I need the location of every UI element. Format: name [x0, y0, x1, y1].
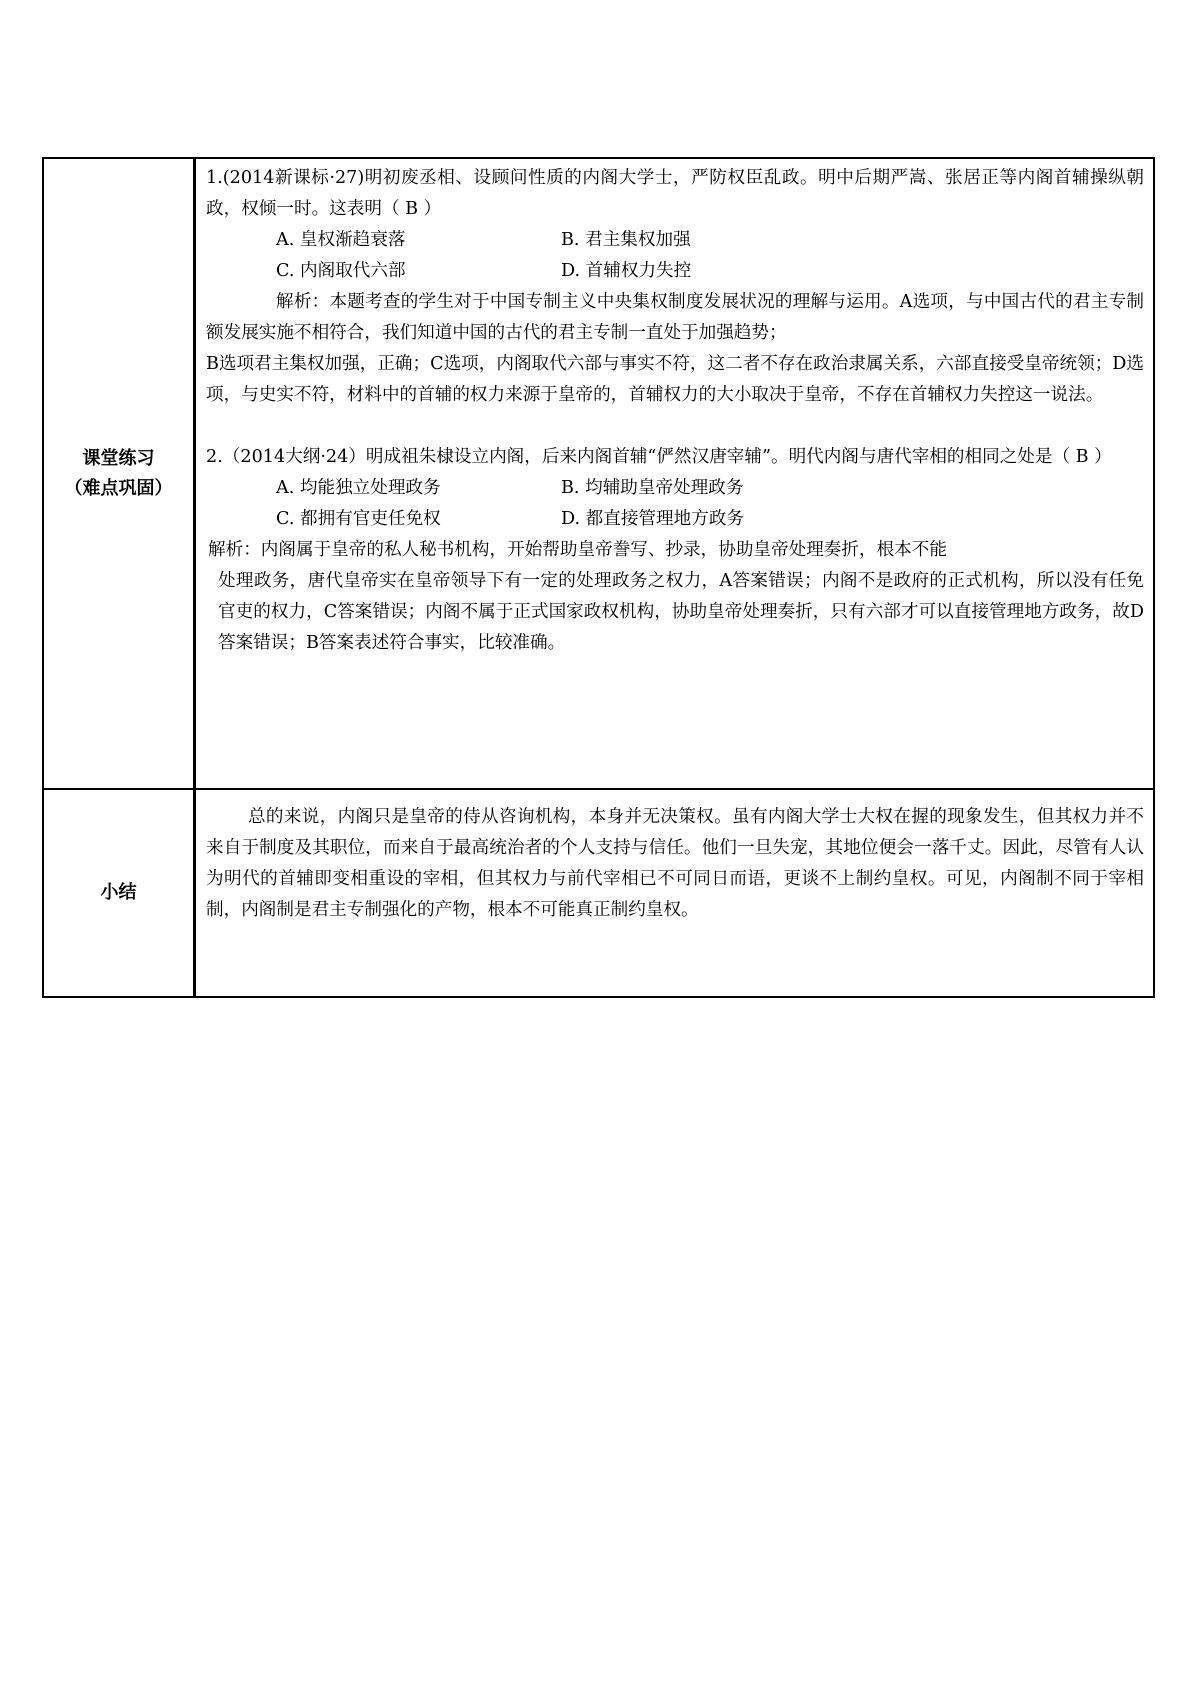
question-2-option-c: C. 都拥有官吏任免权	[276, 509, 441, 529]
question-2-stem: 2.（2014大纲·24）明成祖朱棣设立内阁，后来内阁首辅“俨然汉唐宰辅”。明代内阁与唐代宰相的相同之处是（ B ）	[206, 447, 1112, 467]
summary-text: 总的来说，内阁只是皇帝的侍从咨询机构，本身并无决策权。虽有内阁大学士大权在握的现象发生，但其权力并不来自于制度及其职位，而来自于最高统治者的个人支持与信任。他们一旦失宠，其地位便会一落千丈。因此，尽管有人认为明代的首辅即变相重设的宰相，但其权力与前代宰相已不可同日而语，更谈不上制约皇权。可见，内阁制不同于宰相制，内阁制是君主专制强化的产物，根本不可能真正制约皇权。	[206, 807, 1144, 920]
question-1-option-c: C. 内阁取代六部	[276, 261, 406, 281]
question-1-options-row-2	[206, 256, 1144, 287]
exercise-sublabel: （难点巩固）	[64, 477, 173, 499]
question-1-option-a: A. 皇权渐趋衰落	[276, 230, 406, 250]
summary-label: 小结	[100, 882, 137, 903]
question-2-option-d: D. 都直接管理地方政务	[561, 509, 745, 529]
question-2-options-row-1	[206, 473, 1144, 504]
question-1-analysis: 解析：本题考查的学生对于中国专制主义中央集权制度发展状况的理解与运用。A选项，与中国古代的君主专制额发展实施不相符合，我们知道中国的古代的君主专制一直处于加强趋势；	[206, 292, 1144, 343]
question-2-analysis-continued: 处理政务，唐代皇帝实在皇帝领导下有一定的处理政务之权力，A答案错误；内阁不是政府的正式机构，所以没有任免官吏的权力，C答案错误；内阁不属于正式国家政权机构，协助皇帝处理奏折，只有六部才可以直接管理地方政务，故D答案错误；B答案表述符合事实，比较准确。	[218, 571, 1144, 653]
lesson-table	[42, 157, 1155, 998]
exercise-row	[43, 158, 1154, 789]
question-2-option-b: B. 均辅助皇帝处理政务	[561, 478, 744, 498]
summary-content-cell	[195, 789, 1155, 997]
question-1-option-d: D. 首辅权力失控	[561, 261, 692, 281]
question-2-options-row-2	[206, 504, 1144, 535]
exercise-content-cell	[195, 158, 1155, 789]
question-1-options-row-1	[206, 225, 1144, 256]
exercise-label-cell	[43, 158, 195, 789]
question-2-option-a: A. 均能独立处理政务	[276, 478, 441, 498]
question-2-analysis	[206, 535, 1144, 659]
question-2-analysis-first-line: 解析：内阁属于皇帝的私人秘书机构，开始帮助皇帝誊写、抄录，协助皇帝处理奏折，根本不能	[208, 540, 947, 560]
exercise-label: 课堂练习	[82, 447, 155, 469]
summary-row	[43, 789, 1154, 997]
spacer	[206, 411, 1144, 442]
question-1-stem: 1.(2014新课标·27)明初废丞相、设顾问性质的内阁大学士，严防权臣乱政。明中后期严嵩、张居正等内阁首辅操纵朝政，权倾一时。这表明（ B ）	[206, 168, 1144, 219]
question-1-analysis-continued: B选项君主集权加强，正确；C选项，内阁取代六部与事实不符，这二者不存在政治隶属关系，六部直接受皇帝统领；D选项，与史实不符，材料中的首辅的权力来源于皇帝的，首辅权力的大小取决于皇帝，不存在首辅权力失控这一说法。	[206, 354, 1144, 405]
summary-label-cell	[43, 789, 195, 997]
question-1-option-b: B. 君主集权加强	[561, 230, 691, 250]
